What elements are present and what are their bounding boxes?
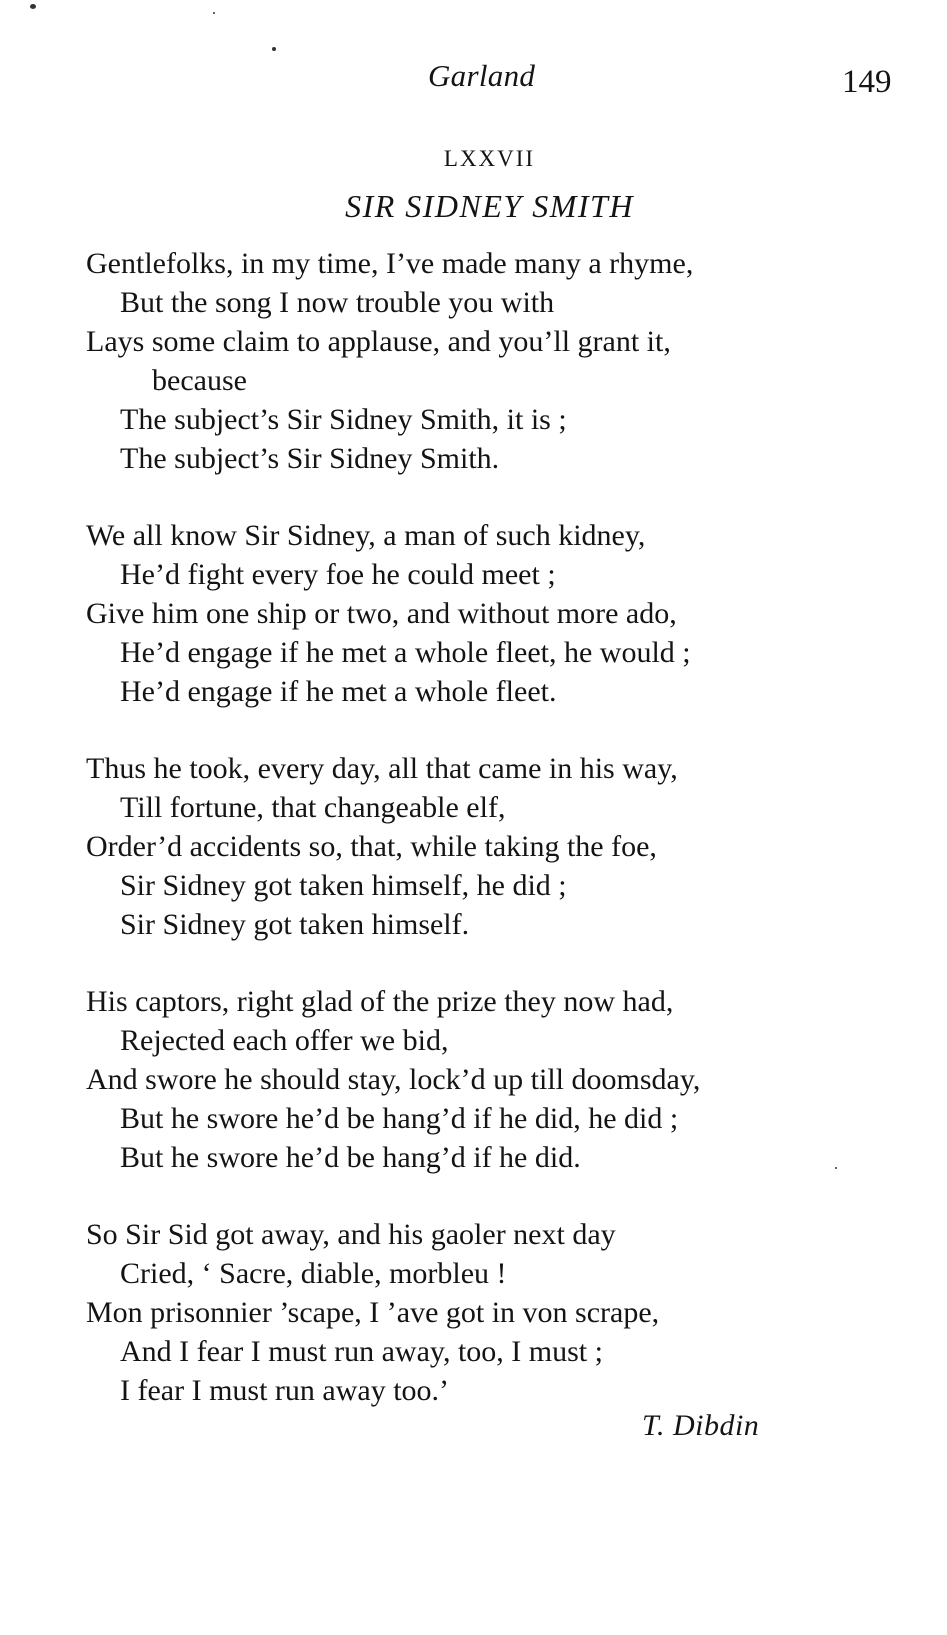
poem-line: I fear I must run away too.’ xyxy=(120,1374,450,1407)
poem-attribution: T. Dibdin xyxy=(642,1409,760,1442)
poem-line: He’d engage if he met a whole fleet. xyxy=(120,675,557,708)
stanza-2 xyxy=(86,516,906,711)
running-title: Garland xyxy=(428,58,536,93)
poem-line: because xyxy=(152,364,247,397)
poem-line: And I fear I must run away, too, I must ; xyxy=(120,1335,603,1368)
page-number: 149 xyxy=(842,64,892,100)
scan-speck xyxy=(272,47,276,51)
poem-line: And swore he should stay, lock’d up till doomsday, xyxy=(86,1063,701,1096)
poem-line: Mon prisonnier ’scape, I ’ave got in von scrape, xyxy=(86,1296,660,1329)
stanza-3 xyxy=(86,749,906,944)
poem-line: We all know Sir Sidney, a man of such kidney, xyxy=(86,519,646,552)
poem-line: But he swore he’d be hang’d if he did, he did ; xyxy=(120,1102,679,1135)
stanza-5 xyxy=(86,1215,906,1410)
poem-line: Rejected each offer we bid, xyxy=(120,1024,449,1057)
poem-line: Sir Sidney got taken himself, he did ; xyxy=(120,869,567,902)
poem-line: He’d engage if he met a whole fleet, he would ; xyxy=(120,636,691,669)
scan-speck xyxy=(213,12,215,14)
poem-line: The subject’s Sir Sidney Smith, it is ; xyxy=(120,403,567,436)
poem-line: Cried, ‘ Sacre, diable, morbleu ! xyxy=(120,1257,507,1290)
poem-line: Till fortune, that changeable elf, xyxy=(120,791,506,824)
poem-body xyxy=(86,244,906,1448)
poem-line: The subject’s Sir Sidney Smith. xyxy=(120,442,500,475)
scan-speck xyxy=(30,4,36,9)
poem-line: Sir Sidney got taken himself. xyxy=(120,908,470,941)
poem-line: Gentlefolks, in my time, I’ve made many a rhyme, xyxy=(86,247,694,280)
poem-line: But the song I now trouble you with xyxy=(120,286,555,319)
poem-line: He’d fight every foe he could meet ; xyxy=(120,558,556,591)
poem-line: Give him one ship or two, and without more ado, xyxy=(86,597,677,630)
poem-line: So Sir Sid got away, and his gaoler next day xyxy=(86,1218,616,1251)
poem-number: LXXVII xyxy=(443,146,536,171)
stanza-4 xyxy=(86,982,906,1177)
poem-line: But he swore he’d be hang’d if he did. xyxy=(120,1141,581,1174)
stanza-1 xyxy=(86,244,906,478)
scan-speck xyxy=(835,1167,837,1169)
poem-title: SIR SIDNEY SMITH xyxy=(345,188,634,224)
poem-line: Order’d accidents so, that, while taking the foe, xyxy=(86,830,657,863)
poem-line: Lays some claim to applause, and you’ll grant it, xyxy=(86,325,671,358)
poem-line: His captors, right glad of the prize they now had, xyxy=(86,985,674,1018)
poem-line: Thus he took, every day, all that came in his way, xyxy=(86,752,678,785)
running-head xyxy=(0,56,947,106)
